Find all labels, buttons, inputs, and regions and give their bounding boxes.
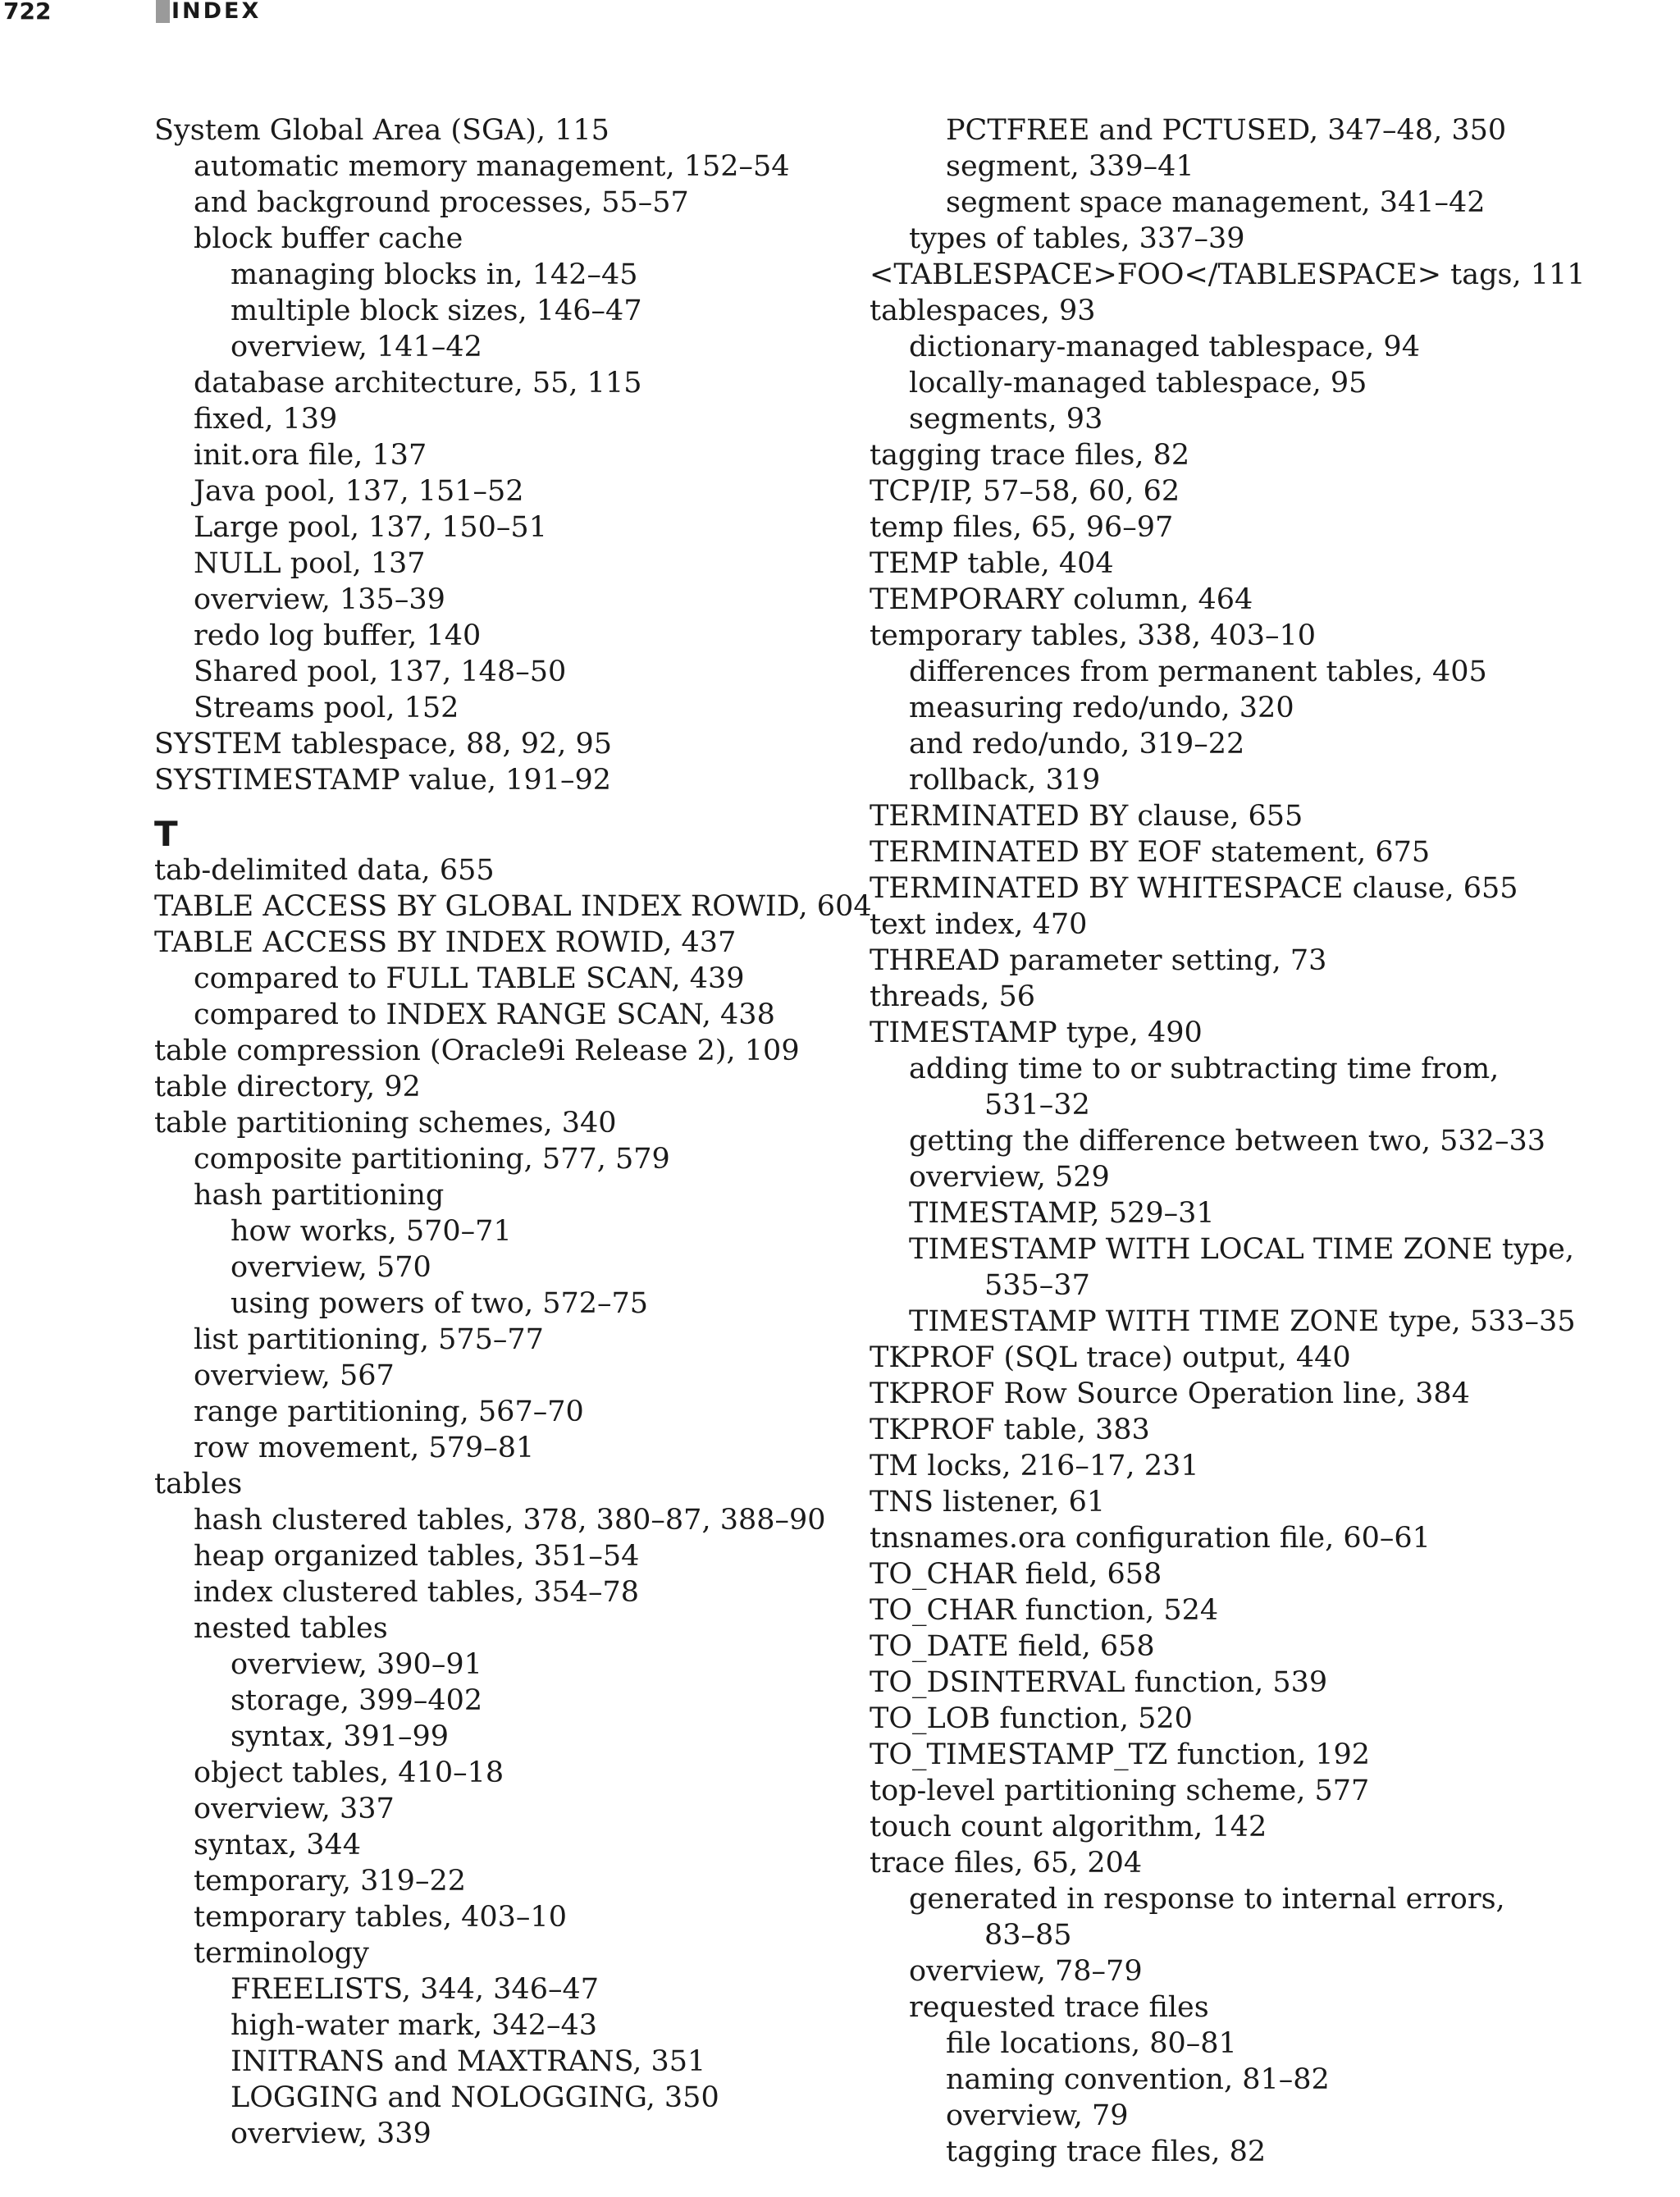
index-subentry: index clustered tables, 354–78 bbox=[194, 1576, 640, 1609]
index-subentry: range partitioning, 567–70 bbox=[194, 1395, 584, 1428]
index-subentry: segment, 339–41 bbox=[946, 150, 1194, 183]
index-entry: TKPROF (SQL trace) output, 440 bbox=[870, 1341, 1351, 1374]
index-subentry: TIMESTAMP WITH LOCAL TIME ZONE type, bbox=[909, 1233, 1574, 1266]
index-entry: TM locks, 216–17, 231 bbox=[870, 1450, 1199, 1482]
index-subentry: automatic memory management, 152–54 bbox=[194, 150, 790, 183]
index-subentry: Large pool, 137, 150–51 bbox=[194, 511, 547, 544]
index-entry: tnsnames.ora configuration file, 60–61 bbox=[870, 1522, 1431, 1555]
index-column-left bbox=[154, 112, 872, 2152]
index-subentry: init.ora file, 137 bbox=[194, 439, 427, 472]
index-entry: TEMPORARY column, 464 bbox=[870, 583, 1253, 616]
index-subentry: and background processes, 55–57 bbox=[194, 186, 689, 219]
index-entry: table partitioning schemes, 340 bbox=[154, 1107, 617, 1140]
index-subentry: segments, 93 bbox=[909, 403, 1103, 436]
index-subentry: overview, 141–42 bbox=[231, 331, 482, 363]
index-subentry: overview, 337 bbox=[194, 1793, 395, 1825]
index-subentry: managing blocks in, 142–45 bbox=[231, 258, 638, 291]
index-entry: TO_DATE field, 658 bbox=[870, 1630, 1155, 1663]
index-subentry: 531–32 bbox=[984, 1089, 1090, 1121]
index-entry: System Global Area (SGA), 115 bbox=[154, 114, 609, 147]
index-subentry: 83–85 bbox=[984, 1919, 1072, 1952]
index-subentry: generated in response to internal errors, bbox=[909, 1883, 1505, 1916]
index-subentry: types of tables, 337–39 bbox=[909, 222, 1245, 255]
index-subentry: overview, 339 bbox=[231, 2117, 431, 2150]
index-subentry: requested trace files bbox=[909, 1991, 1209, 2024]
index-subentry: adding time to or subtracting time from, bbox=[909, 1053, 1500, 1085]
index-subentry: overview, 78–79 bbox=[909, 1955, 1143, 1988]
index-entry: TCP/IP, 57–58, 60, 62 bbox=[870, 475, 1180, 508]
index-subentry: tagging trace files, 82 bbox=[946, 2135, 1267, 2168]
index-entry: TKPROF Row Source Operation line, 384 bbox=[870, 1377, 1470, 1410]
index-subentry: file locations, 80–81 bbox=[946, 2027, 1237, 2060]
index-entry: SYSTIMESTAMP value, 191–92 bbox=[154, 764, 611, 797]
index-entry: table compression (Oracle9i Release 2), 109 bbox=[154, 1035, 800, 1067]
index-entry: text index, 470 bbox=[870, 908, 1088, 941]
index-entry: tagging trace files, 82 bbox=[870, 439, 1190, 472]
index-subentry: temporary, 319–22 bbox=[194, 1865, 466, 1898]
index-subentry: compared to FULL TABLE SCAN, 439 bbox=[194, 962, 745, 995]
index-subentry: overview, 79 bbox=[946, 2099, 1129, 2132]
index-entry: TO_TIMESTAMP_TZ function, 192 bbox=[870, 1738, 1371, 1771]
index-subentry: syntax, 344 bbox=[194, 1829, 362, 1861]
index-entry: TEMP table, 404 bbox=[870, 547, 1114, 580]
index-subentry: 535–37 bbox=[984, 1269, 1090, 1302]
index-subentry: Java pool, 137, 151–52 bbox=[194, 475, 524, 508]
section-letter-heading: T bbox=[154, 814, 178, 854]
index-subentry: Shared pool, 137, 148–50 bbox=[194, 655, 567, 688]
index-entry: TABLE ACCESS BY GLOBAL INDEX ROWID, 604 bbox=[154, 890, 872, 923]
index-subentry: block buffer cache bbox=[194, 222, 463, 255]
index-subentry: INITRANS and MAXTRANS, 351 bbox=[231, 2045, 706, 2078]
index-subentry: and redo/undo, 319–22 bbox=[909, 728, 1245, 760]
index-entry: top-level partitioning scheme, 577 bbox=[870, 1774, 1370, 1807]
index-entry: TNS listener, 61 bbox=[870, 1486, 1106, 1519]
index-subentry: multiple block sizes, 146–47 bbox=[231, 295, 642, 327]
index-entry: <TABLESPACE>FOO</TABLESPACE> tags, 111 bbox=[870, 258, 1586, 291]
index-subentry: heap organized tables, 351–54 bbox=[194, 1540, 640, 1573]
index-entry: temporary tables, 338, 403–10 bbox=[870, 619, 1317, 652]
index-subentry: how works, 570–71 bbox=[231, 1215, 512, 1248]
index-entry: tab-delimited data, 655 bbox=[154, 854, 495, 887]
index-subentry: overview, 135–39 bbox=[194, 583, 445, 616]
index-subentry: rollback, 319 bbox=[909, 764, 1101, 797]
index-subentry: temporary tables, 403–10 bbox=[194, 1901, 567, 1934]
index-subentry: overview, 390–91 bbox=[231, 1648, 482, 1681]
index-subentry: composite partitioning, 577, 579 bbox=[194, 1143, 670, 1176]
index-entry: TO_CHAR field, 658 bbox=[870, 1558, 1162, 1591]
index-entry: tables bbox=[154, 1468, 243, 1500]
index-subentry: locally-managed tablespace, 95 bbox=[909, 367, 1367, 400]
index-subentry: measuring redo/undo, 320 bbox=[909, 692, 1294, 724]
index-entry: TERMINATED BY clause, 655 bbox=[870, 800, 1303, 833]
index-entry: TIMESTAMP type, 490 bbox=[870, 1016, 1203, 1049]
index-subentry: redo log buffer, 140 bbox=[194, 619, 482, 652]
index-subentry: using powers of two, 572–75 bbox=[231, 1287, 649, 1320]
index-subentry: row movement, 579–81 bbox=[194, 1432, 535, 1464]
index-subentry: overview, 567 bbox=[194, 1359, 395, 1392]
index-entry: TKPROF table, 383 bbox=[870, 1414, 1150, 1446]
index-subentry: object tables, 410–18 bbox=[194, 1756, 504, 1789]
index-entry: touch count algorithm, 142 bbox=[870, 1811, 1267, 1843]
index-column-right bbox=[870, 112, 1657, 2170]
index-entry: table directory, 92 bbox=[154, 1071, 421, 1103]
index-subentry: syntax, 391–99 bbox=[231, 1720, 450, 1753]
index-subentry: naming convention, 81–82 bbox=[946, 2063, 1330, 2096]
index-entry: TO_DSINTERVAL function, 539 bbox=[870, 1666, 1328, 1699]
index-subentry: compared to INDEX RANGE SCAN, 438 bbox=[194, 998, 775, 1031]
running-header-title: INDEX bbox=[171, 0, 262, 24]
index-entry: trace files, 65, 204 bbox=[870, 1847, 1143, 1880]
index-subentry: FREELISTS, 344, 346–47 bbox=[231, 1973, 600, 2006]
index-entry: TERMINATED BY WHITESPACE clause, 655 bbox=[870, 872, 1518, 905]
header-bar-decoration bbox=[156, 0, 170, 23]
index-entry: SYSTEM tablespace, 88, 92, 95 bbox=[154, 728, 613, 760]
index-entry: TO_CHAR function, 524 bbox=[870, 1594, 1219, 1627]
index-subentry: fixed, 139 bbox=[194, 403, 338, 436]
index-entry: temp files, 65, 96–97 bbox=[870, 511, 1174, 544]
index-entry: THREAD parameter setting, 73 bbox=[870, 944, 1327, 977]
index-subentry: high-water mark, 342–43 bbox=[231, 2009, 598, 2042]
index-entry: TO_LOB function, 520 bbox=[870, 1702, 1193, 1735]
index-entry: TABLE ACCESS BY INDEX ROWID, 437 bbox=[154, 926, 737, 959]
index-subentry: nested tables bbox=[194, 1612, 388, 1645]
index-subentry: segment space management, 341–42 bbox=[946, 186, 1486, 219]
page-number: 722 bbox=[3, 0, 52, 25]
index-subentry: dictionary-managed tablespace, 94 bbox=[909, 331, 1420, 363]
index-subentry: TIMESTAMP WITH TIME ZONE type, 533–35 bbox=[909, 1305, 1576, 1338]
index-subentry: LOGGING and NOLOGGING, 350 bbox=[231, 2081, 719, 2114]
index-subentry: database architecture, 55, 115 bbox=[194, 367, 642, 400]
index-entry: threads, 56 bbox=[870, 980, 1036, 1013]
index-subentry: storage, 399–402 bbox=[231, 1684, 483, 1717]
index-subentry: NULL pool, 137 bbox=[194, 547, 426, 580]
index-subentry: terminology bbox=[194, 1937, 369, 1970]
index-subentry: list partitioning, 575–77 bbox=[194, 1323, 544, 1356]
page-header bbox=[0, 0, 1680, 33]
index-subentry: hash clustered tables, 378, 380–87, 388–90 bbox=[194, 1504, 826, 1537]
index-subentry: differences from permanent tables, 405 bbox=[909, 655, 1487, 688]
index-subentry: TIMESTAMP, 529–31 bbox=[909, 1197, 1215, 1230]
index-entry: tablespaces, 93 bbox=[870, 295, 1096, 327]
index-subentry: getting the difference between two, 532–33 bbox=[909, 1125, 1545, 1158]
index-subentry: Streams pool, 152 bbox=[194, 692, 459, 724]
index-subentry: PCTFREE and PCTUSED, 347–48, 350 bbox=[946, 114, 1507, 147]
index-subentry: overview, 570 bbox=[231, 1251, 431, 1284]
index-subentry: overview, 529 bbox=[909, 1161, 1110, 1194]
index-entry: TERMINATED BY EOF statement, 675 bbox=[870, 836, 1431, 869]
index-subentry: hash partitioning bbox=[194, 1179, 445, 1212]
